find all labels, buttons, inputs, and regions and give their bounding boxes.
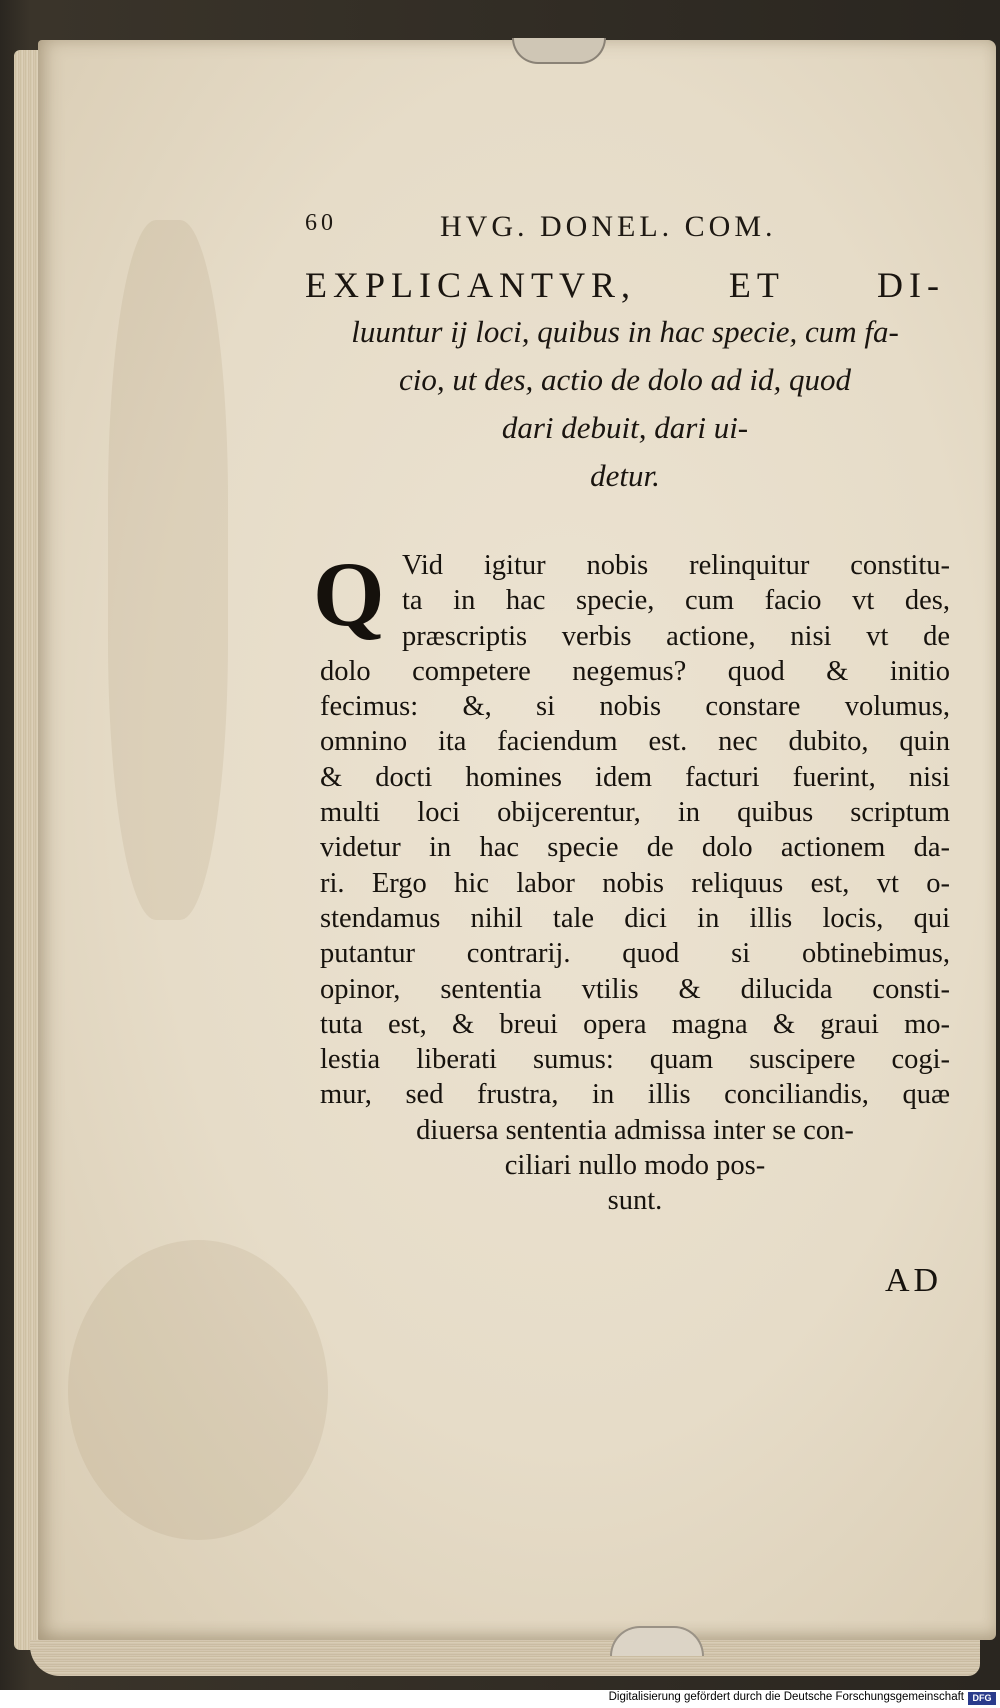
text-line: omnino ita faciendum est. nec dubito, quin	[320, 726, 950, 758]
text-line: lestia liberati sumus: quam suscipere cogi-	[320, 1044, 950, 1076]
heading-italic-line: detur.	[590, 458, 660, 493]
text-line: multi loci obijcerentur, in quibus scriptum	[320, 797, 950, 829]
text-line: præscriptis verbis actione, nisi vt de	[402, 620, 950, 652]
text-line: mur, sed frustra, in illis conciliandis, quæ	[320, 1079, 950, 1111]
text-line: ri. Ergo hic labor nobis reliquus est, vt o-	[320, 867, 950, 899]
catchword: AD	[885, 1262, 943, 1299]
text-line: ta in hac specie, cum facio vt des,	[402, 585, 950, 617]
running-head	[305, 210, 825, 244]
running-head-title: HVG. DONEL. COM.	[440, 210, 777, 243]
paper-stain	[108, 220, 228, 920]
text-line: sunt.	[607, 1185, 663, 1217]
text-line: putantur contrarij. quod si obtinebimus,	[320, 938, 950, 970]
section-heading	[305, 262, 945, 500]
heading-italic-line: luuntur ij loci, quibus in hac specie, cum fa-	[351, 314, 899, 349]
page-number: 60	[305, 210, 337, 236]
text-line: videtur in hac specie de dolo actionem da-	[320, 832, 950, 864]
text-line: & docti homines idem facturi fuerint, nisi	[320, 761, 950, 793]
book-edge-bottom	[30, 1640, 980, 1676]
dfg-logo-icon: DFG	[968, 1692, 996, 1705]
page-clip-bottom	[610, 1626, 704, 1656]
text-line: ciliari nullo modo pos-	[504, 1150, 766, 1182]
text-line: stendamus nihil tale dici in illis locis, qui	[320, 902, 950, 934]
text-line: dolo competere negemus? quod & initio	[320, 655, 950, 687]
drop-cap: Q	[313, 543, 385, 645]
footer-credit: Digitalisierung gefördert durch die Deutsche Forschungsgemeinschaft	[608, 1691, 964, 1703]
text-line: tuta est, & breui opera magna & graui mo-	[320, 1008, 950, 1040]
heading-italic-line: cio, ut des, actio de dolo ad id, quod	[398, 362, 852, 397]
heading-italic-line: dari debuit, dari ui-	[501, 410, 749, 445]
page-clip-top	[512, 38, 606, 64]
paper-stain	[68, 1240, 328, 1540]
text-line: fecimus: &, si nobis constare volumus,	[320, 691, 950, 723]
main-paragraph	[320, 548, 950, 1113]
text-line: diuersa sententia admissa inter se con-	[416, 1114, 854, 1146]
text-line: opinor, sententia vtilis & dilucida consti-	[320, 973, 950, 1005]
text-line: Vid igitur nobis relinquitur constitu-	[402, 550, 950, 581]
body-text	[313, 543, 950, 1219]
paragraph-tail	[320, 1113, 950, 1219]
heading-caps-line: EXPLICANTVR, ET DI-	[305, 265, 945, 305]
footer-bar	[0, 1690, 1000, 1708]
